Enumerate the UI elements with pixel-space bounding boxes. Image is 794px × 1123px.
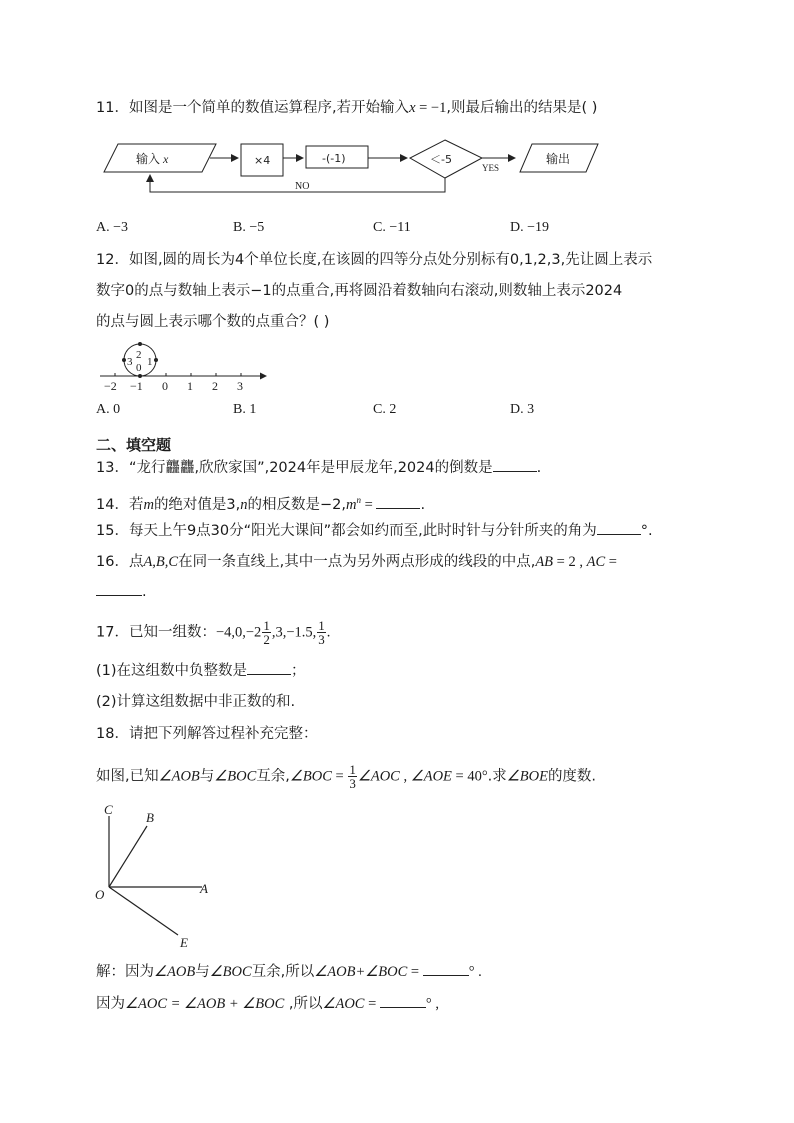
circle-label-2: 2: [136, 349, 142, 361]
q17-part1: (1)在这组数中负整数是 ；: [96, 663, 306, 679]
flow-input-label: 输入: [136, 152, 161, 166]
flow-output-label: 输出: [546, 152, 571, 166]
q13-blank[interactable]: [493, 459, 537, 472]
circle-label-1: 1: [147, 356, 153, 368]
q11-flowchart: [100, 138, 610, 198]
q12-option-b[interactable]: B. 1: [233, 402, 257, 417]
flow-yes-label: YES: [482, 163, 500, 173]
flow-input-var: x: [163, 152, 169, 166]
axis-label-neg1: −1: [130, 379, 143, 393]
flow-condition-label: ＜-5: [430, 153, 452, 166]
q16: 16．点A,B,C在同一条直线上,其中一点为另外两点形成的线段的中点,AB = 2 , AC =: [96, 554, 617, 570]
q11-option-b[interactable]: B. −5: [233, 220, 265, 235]
axis-label-neg2: −2: [104, 379, 117, 393]
q12-number-line-figure: [98, 342, 273, 394]
q11-option-c[interactable]: C. −11: [373, 220, 411, 235]
axis-label-0: 0: [162, 379, 168, 393]
fraction-one-third: $\frac{1}{3}$: [318, 618, 325, 647]
q12-line1: 12．如图,圆的周长为4个单位长度,在该圆的四等分点处分别标有0,1,2,3,先让圆上表示: [96, 252, 653, 268]
axis-label-3: 3: [237, 379, 243, 393]
q14-blank[interactable]: [376, 496, 420, 509]
q18-blank-1[interactable]: [423, 963, 469, 976]
q18-stem: 18．请把下列解答过程补充完整：: [96, 726, 318, 742]
q17-part2: (2)计算这组数据中非正数的和.: [96, 694, 296, 710]
fraction-one-third-angle: $\frac{1}{3}$: [349, 762, 356, 791]
q11-stem: 11．如图是一个简单的数值运算程序,若开始输入x = −1,则最后输出的结果是( ): [96, 100, 598, 116]
circle-label-0: 0: [136, 362, 142, 374]
label-B: B: [146, 810, 154, 825]
q14: 14．若m的绝对值是3,n的相反数是$-2,m^n$ = .: [96, 495, 426, 513]
flow-no-label: NO: [295, 181, 310, 192]
q18-given: 如图,已知∠AOB与∠BOC互余,∠BOC = $\frac{1}{3}$ ∠AOC , ∠AOE = 40°.求∠BOE的度数.: [96, 762, 597, 791]
q13: 13．“龙行龘龘,欣欣家国”,2024年是甲辰龙年,2024的倒数是 .: [96, 460, 542, 476]
q12-option-a[interactable]: A. 0: [96, 402, 121, 417]
q11-option-a[interactable]: A. −3: [96, 220, 129, 235]
q15: 15．每天上午9点30分“阳光大课间”都会如约而至,此时时针与分针所夹的角为 °.: [96, 523, 653, 539]
q18-blank-2[interactable]: [380, 995, 426, 1008]
q12-option-d[interactable]: D. 3: [510, 402, 535, 417]
axis-label-1: 1: [187, 379, 193, 393]
label-C: C: [104, 802, 113, 817]
label-E: E: [180, 935, 188, 950]
fraction-one-half: $\frac{1}{2}$: [263, 618, 270, 647]
flow-multiply-label: ×4: [254, 154, 271, 167]
label-O: O: [95, 887, 105, 902]
q16-blank[interactable]: [96, 583, 142, 596]
q18-solution-line2: 因为∠AOC = ∠AOB + ∠BOC ,所以∠AOC = ° ,: [96, 996, 439, 1012]
flow-subtract-label: -(-1): [322, 152, 346, 165]
q12-option-c[interactable]: C. 2: [373, 402, 397, 417]
q18-angle-figure: [92, 802, 222, 952]
label-A: A: [200, 881, 208, 896]
circle-label-3: 3: [127, 356, 133, 368]
q12-line3: 的点与圆上表示哪个数的点重合？( ): [96, 314, 330, 330]
q17-blank[interactable]: [247, 662, 291, 675]
axis-label-2: 2: [212, 379, 218, 393]
q16-continued: .: [96, 582, 147, 602]
q17-stem: 17．已知一组数：−4,0,−2 $\frac{1}{2}$ ,3,−1.5, $\frac{1}{3}$ .: [96, 618, 331, 647]
q15-blank[interactable]: [597, 522, 641, 535]
section-title-fill-blank: 二、填空题: [96, 436, 172, 454]
q11-option-d[interactable]: D. −19: [510, 220, 550, 235]
q18-solution-line1: 解：因为∠AOB与∠BOC互余,所以∠AOB+∠BOC = ° .: [96, 964, 482, 980]
q12-line2: 数字0的点与数轴上表示−1的点重合,再将圆沿着数轴向右滚动,则数轴上表示2024: [96, 283, 623, 299]
